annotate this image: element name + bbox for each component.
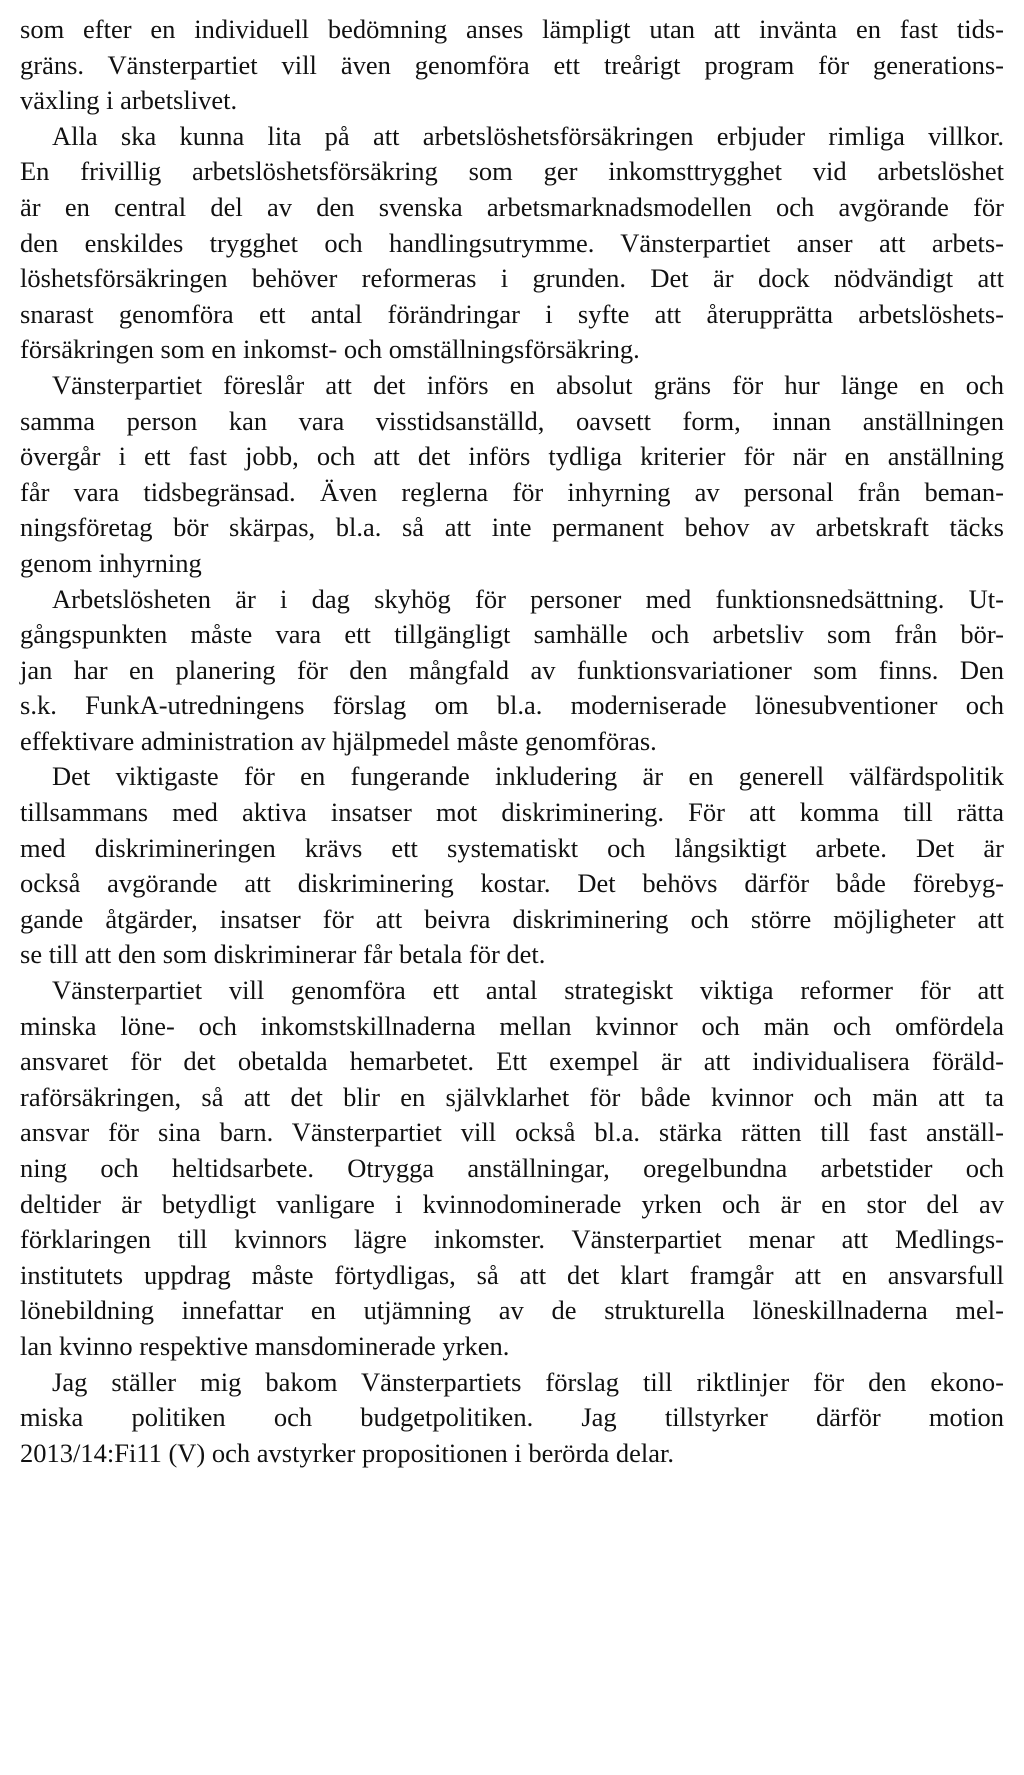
text-line: Vänsterpartiet vill genomföra ett antal strategiskt viktiga reformer för att [52, 975, 1004, 1006]
text-line: minska löne- och inkomstskillnaderna mellan kvinnor och män och omfördela [20, 1010, 1004, 1041]
text-line: gångspunkten måste vara ett tillgängligt samhälle och arbetsliv som från bör- [20, 619, 1004, 650]
text-line: se till att den som diskriminerar får betala för det. [20, 939, 546, 970]
text-line: den enskildes trygghet och handlingsutrymme. Vänsterpartiet anser att arbets- [20, 227, 1004, 258]
text-line: effektivare administration av hjälpmedel måste genomföras. [20, 725, 657, 756]
text-line: förklaringen till kvinnors lägre inkomster. Vänsterpartiet menar att Medlings- [20, 1224, 1004, 1255]
text-line: samma person kan vara visstidsanställd, oavsett form, innan anställningen [20, 405, 1004, 436]
text-line: ningsföretag bör skärpas, bl.a. så att inte permanent behov av arbetskraft täcks [20, 512, 1004, 543]
text-line: försäkringen som en inkomst- och omställningsförsäkring. [20, 334, 640, 365]
text-line: snarast genomföra ett antal förändringar i syfte att återupprätta arbetslöshets- [20, 298, 1004, 329]
text-line: löshetsförsäkringen behöver reformeras i grunden. Det är dock nödvändigt att [20, 263, 1004, 294]
text-line: miska politiken och budgetpolitiken. Jag tillstyrker därför motion [20, 1402, 1004, 1433]
text-line: s.k. FunkA-utredningens förslag om bl.a. moderniserade lönesubventioner och [20, 690, 1004, 721]
text-line: Jag ställer mig bakom Vänsterpartiets förslag till riktlinjer för den ekono- [52, 1366, 1004, 1397]
text-line: är en central del av den svenska arbetsmarknadsmodellen och avgörande för [20, 191, 1004, 222]
text-line: Alla ska kunna lita på att arbetslöshetsförsäkringen erbjuder rimliga villkor. [52, 120, 1004, 151]
text-line: får vara tidsbegränsad. Även reglerna för inhyrning av personal från beman- [20, 476, 1004, 507]
text-line: Vänsterpartiet föreslår att det införs en absolut gräns för hur länge en och [52, 369, 1004, 400]
text-line: växling i arbetslivet. [20, 85, 238, 116]
text-line: som efter en individuell bedömning anses lämpligt utan att invänta en fast tids- [20, 14, 1004, 44]
text-line: Det viktigaste för en fungerande inkludering är en generell välfärdspolitik [52, 761, 1004, 792]
paragraph-6 [20, 973, 1004, 1365]
paragraph-4 [20, 582, 1004, 760]
text-line: ansvaret för det obetalda hemarbetet. Ett exempel är att individualisera föräld- [20, 1046, 1004, 1077]
text-line: institutets uppdrag måste förtydligas, så att det klart framgår att en ansvarsfull [20, 1259, 1004, 1290]
paragraph-1 [20, 12, 1004, 119]
text-line: med diskrimineringen krävs ett systematiskt och långsiktigt arbete. Det är [20, 832, 1004, 863]
text-line: Arbetslösheten är i dag skyhög för personer med funktionsnedsättning. Ut- [52, 583, 1004, 614]
paragraph-5 [20, 759, 1004, 973]
text-line: genom inhyrning [20, 547, 202, 578]
paragraph-3 [20, 368, 1004, 582]
text-line: En frivillig arbetslöshetsförsäkring som ger inkomsttrygghet vid arbetslöshet [20, 156, 1004, 187]
text-line: ning och heltidsarbete. Otrygga anställningar, oregelbundna arbetstider och [20, 1153, 1004, 1183]
text-line: också avgörande att diskriminering kostar. Det behövs därför både förebyg- [20, 868, 1004, 899]
text-line: deltider är betydligt vanligare i kvinnodominerade yrken och är en stor del av [20, 1188, 1004, 1219]
text-line: lan kvinno respektive mansdominerade yrken. [20, 1330, 510, 1361]
paragraph-2 [20, 119, 1004, 368]
text-line: jan har en planering för den mångfald av funktionsvariationer som finns. Den [20, 654, 1004, 685]
text-line: tillsammans med aktiva insatser mot diskriminering. För att komma till rätta [20, 797, 1004, 828]
text-line: ansvar för sina barn. Vänsterpartiet vill också bl.a. stärka rätten till fast anställ- [20, 1117, 1004, 1148]
paragraph-7 [20, 1365, 1004, 1472]
text-line: lönebildning innefattar en utjämning av de strukturella löneskillnaderna mel- [20, 1295, 1004, 1326]
text-line: raförsäkringen, så att det blir en självklarhet för både kvinnor och män att ta [20, 1081, 1004, 1112]
text-line: 2013/14:Fi11 (V) och avstyrker propositionen i berörda delar. [20, 1437, 675, 1468]
text-line: övergår i ett fast jobb, och att det införs tydliga kriterier för när en anställning [20, 441, 1004, 472]
text-line: gande åtgärder, insatser för att beivra diskriminering och större möjligheter att [20, 903, 1004, 934]
text-line: gräns. Vänsterpartiet vill även genomföra ett treårigt program för generations- [20, 49, 1004, 80]
